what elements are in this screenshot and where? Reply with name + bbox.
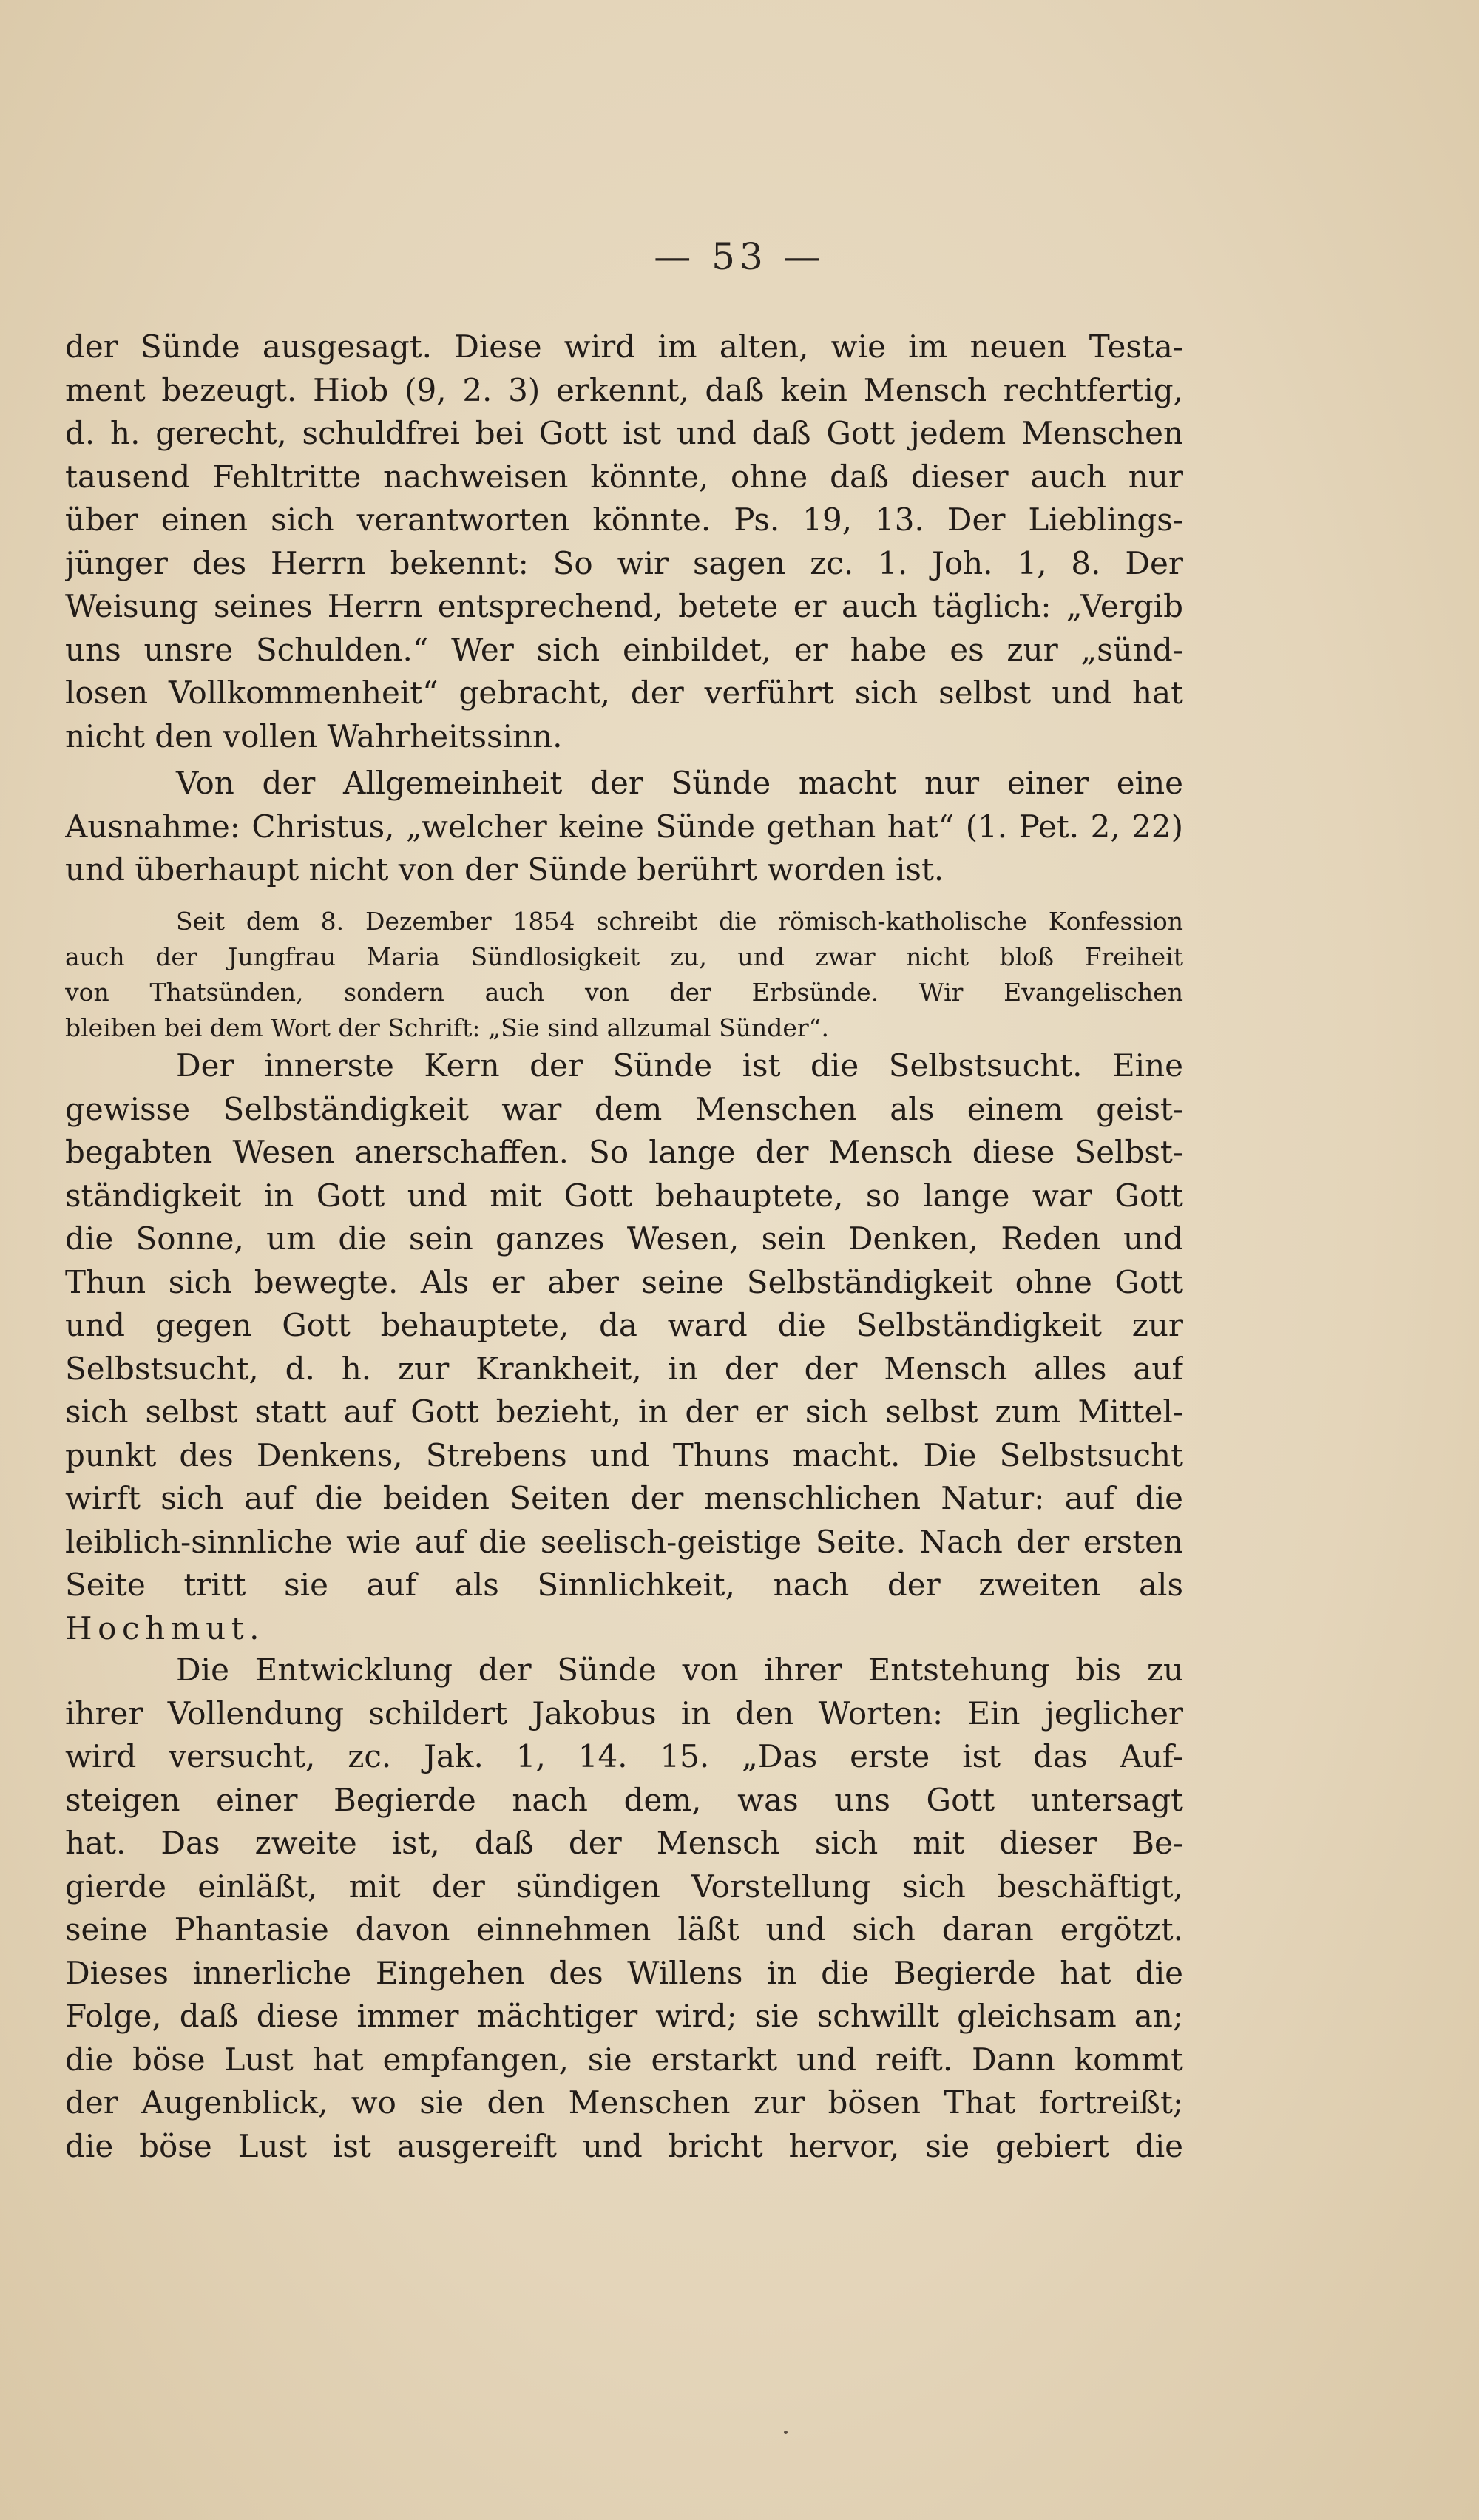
- text-line: der Augenblick, wo sie den Menschen zur bösen That fortreißt;: [65, 2084, 1183, 2121]
- text-line: Die Entwicklung der Sünde von ihrer Entstehung bis zu: [176, 1652, 1183, 1688]
- paragraph-1: [65, 325, 1183, 758]
- text-line: wird versucht, zc. Jak. 1, 14. 15. „Das erste ist das Auf-: [65, 1738, 1183, 1774]
- text-line: Folge, daß diese immer mächtiger wird; sie schwillt gleichsam an;: [65, 1998, 1183, 2034]
- text-line: Dieses innerliche Eingehen des Willens in die Begierde hat die: [65, 1954, 1183, 1991]
- text-line: Selbstsucht, d. h. zur Krankheit, in der der Mensch alles auf: [65, 1350, 1183, 1387]
- text-line: jünger des Herrn bekennt: So wir sagen zc. 1. Joh. 1, 8. Der: [65, 544, 1183, 581]
- text-line: uns unsre Schulden.“ Wer sich einbildet, er habe es zur „sünd-: [65, 631, 1183, 668]
- text-line: ihrer Vollendung schildert Jakobus in den Worten: Ein jeglicher: [65, 1695, 1183, 1732]
- text-line: losen Vollkommenheit“ gebracht, der verführt sich selbst und hat: [65, 675, 1183, 711]
- text-line: Seite tritt sie auf als Sinnlichkeit, nach der zweiten als: [65, 1567, 1183, 1603]
- text-line: der Sünde ausgesagt. Diese wird im alten, wie im neuen Testa-: [65, 328, 1183, 365]
- paragraph-4: [65, 1649, 1183, 2168]
- text-line: hat. Das zweite ist, daß der Mensch sich mit dieser Be-: [65, 1825, 1183, 1861]
- text-line: und gegen Gott behauptete, da ward die Selbständigkeit zur: [65, 1307, 1183, 1343]
- text-line: Von der Allgemeinheit der Sünde macht nur einer eine: [176, 765, 1183, 801]
- text-line: Ausnahme: Christus, „welcher keine Sünde gethan hat“ (1. Pet. 2, 22): [65, 808, 1183, 845]
- text-line: begabten Wesen anerschaffen. So lange der Mensch diese Selbst-: [65, 1134, 1183, 1170]
- note-line: auch der Jungfrau Maria Sündlosigkeit zu, und zwar nicht bloß Freiheit: [65, 942, 1183, 971]
- text-line: punkt des Denkens, Strebens und Thuns macht. Die Selbstsucht: [65, 1436, 1183, 1473]
- paragraph-2: [65, 762, 1183, 892]
- text-line: wirft sich auf die beiden Seiten der menschlichen Natur: auf die: [65, 1480, 1183, 1516]
- text-line: tausend Fehltritte nachweisen könnte, ohne daß dieser auch nur: [65, 458, 1183, 495]
- note-line: bleiben bei dem Wort der Schrift: „Sie sind allzumal Sünder“.: [65, 1013, 830, 1042]
- text-line: sich selbst statt auf Gott bezieht, in der er sich selbst zum Mittel-: [65, 1394, 1183, 1430]
- text-line: gewisse Selbständigkeit war dem Menschen als einem geist-: [65, 1090, 1183, 1127]
- text-line: ment bezeugt. Hiob (9, 2. 3) erkennt, daß kein Mensch rechtfertig,: [65, 371, 1183, 408]
- note-line: Seit dem 8. Dezember 1854 schreibt die römisch-katholische Konfession: [176, 907, 1183, 936]
- note-line: von Thatsünden, sondern auch von der Erbsünde. Wir Evangelischen: [65, 978, 1183, 1007]
- text-line: Thun sich bewegte. Als er aber seine Selbständigkeit ohne Gott: [65, 1263, 1183, 1300]
- text-line: leiblich-sinnliche wie auf die seelisch-geistige Seite. Nach der ersten: [65, 1523, 1183, 1560]
- text-line: steigen einer Begierde nach dem, was uns Gott untersagt: [65, 1781, 1183, 1818]
- text-line: ständigkeit in Gott und mit Gott behauptete, so lange war Gott: [65, 1177, 1183, 1214]
- paragraph-3: [65, 1044, 1183, 1650]
- text-line: Hochmut.: [65, 1609, 265, 1646]
- text-line: Der innerste Kern der Sünde ist die Selbstsucht. Eine: [176, 1047, 1183, 1084]
- text-line: und überhaupt nicht von der Sünde berührt worden ist.: [65, 851, 944, 888]
- text-line: gierde einläßt, mit der sündigen Vorstellung sich beschäftigt,: [65, 1868, 1183, 1905]
- small-print-note: [65, 904, 1183, 1046]
- text-line: die Sonne, um die sein ganzes Wesen, sein Denken, Reden und: [65, 1220, 1183, 1257]
- page-number: — 53 —: [654, 235, 825, 278]
- text-line: d. h. gerecht, schuldfrei bei Gott ist und daß Gott jedem Menschen: [65, 415, 1183, 451]
- text-line: nicht den vollen Wahrheitssinn.: [65, 717, 563, 754]
- text-line: die böse Lust hat empfangen, sie erstarkt und reift. Dann kommt: [65, 2041, 1183, 2078]
- print-speck: [784, 2431, 788, 2434]
- text-line: Weisung seines Herrn entsprechend, betete er auch täglich: „Vergib: [65, 588, 1183, 624]
- text-line: über einen sich verantworten könnte. Ps. 19, 13. Der Lieblings-: [65, 501, 1183, 538]
- text-line: die böse Lust ist ausgereift und bricht hervor, sie gebiert die: [65, 2127, 1183, 2164]
- text-line: seine Phantasie davon einnehmen läßt und sich daran ergötzt.: [65, 1911, 1183, 1948]
